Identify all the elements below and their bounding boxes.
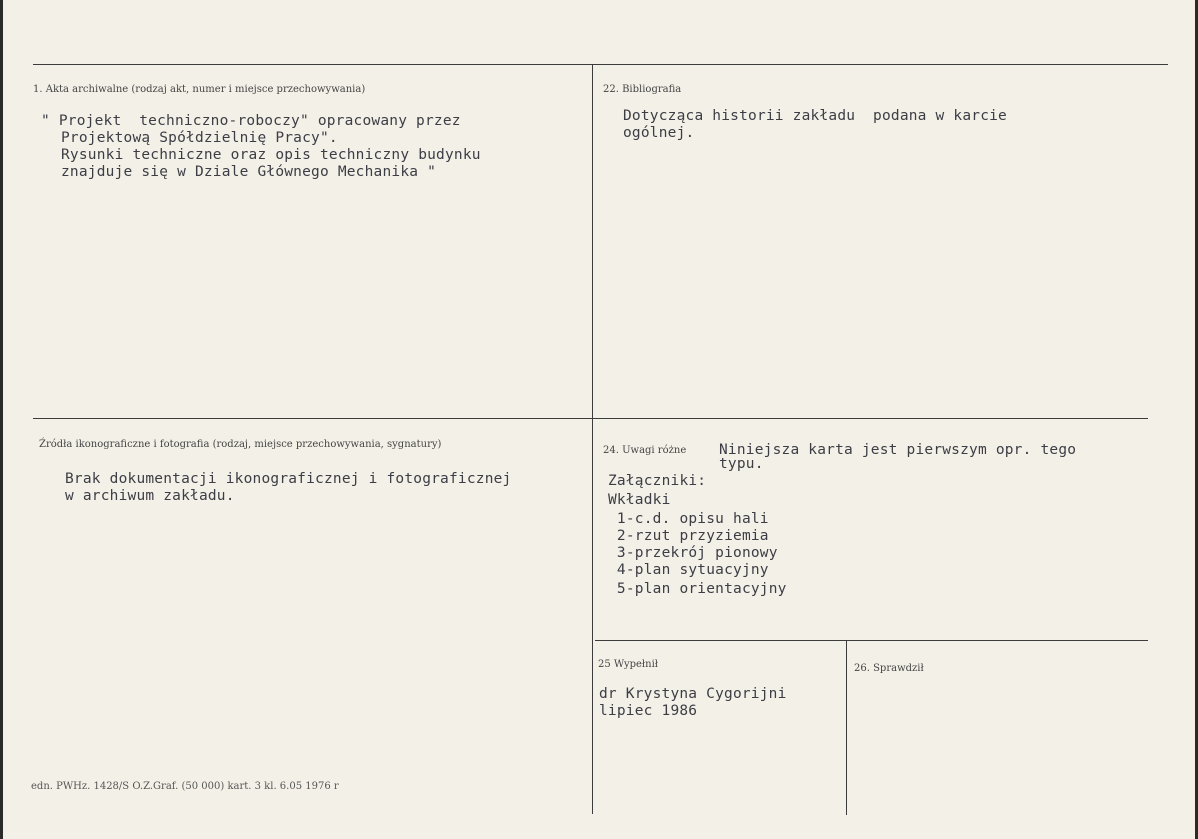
field1-text-line-1: " Projekt techniczno-roboczy" opracowany przez <box>41 113 461 129</box>
top-rule <box>33 64 1168 65</box>
field1-text-line-3: Rysunki techniczne oraz opis techniczny budynku <box>61 147 481 163</box>
iconography-text-line-1: Brak dokumentacji ikonograficznej i fotograficznej <box>65 471 512 487</box>
print-imprint: edn. PWHz. 1428/S O.Z.Graf. (50 000) kart. 3 kl. 6.05 1976 r <box>31 781 339 792</box>
field22-label: 22. Bibliografia <box>603 84 682 95</box>
field1-label: 1. Akta archiwalne (rodzaj akt, numer i miejsce przechowywania) <box>33 84 366 95</box>
field24-label: 24. Uwagi różne <box>603 445 687 456</box>
filled-by-name: dr Krystyna Cygorijni <box>599 686 787 702</box>
attachments-heading: Załączniki: <box>608 473 707 489</box>
signature-divider <box>846 640 847 815</box>
insert-item-5: 5-plan orientacyjny <box>608 581 787 597</box>
field1-text-line-2: Projektową Spółdzielnię Pracy". <box>61 130 338 146</box>
inserts-heading: Wkładki <box>608 492 671 508</box>
field22-text-line-2: ogólnej. <box>623 125 695 141</box>
middle-rule <box>33 418 1148 419</box>
insert-item-2: 2-rzut przyziemia <box>608 528 769 544</box>
iconography-text-line-2: w archiwum zakładu. <box>65 488 235 504</box>
field25-label: 25 Wypełnił <box>598 659 659 670</box>
field26-label: 26. Sprawdził <box>854 663 924 674</box>
field24-first-line-2: typu. <box>719 456 764 472</box>
iconography-label: Źródła ikonograficzne i fotografia (rodzaj, miejsce przechowywania, sygnatury) <box>39 439 442 450</box>
insert-item-1: 1-c.d. opisu hali <box>608 511 769 527</box>
field24-first-line: Niniejsza karta jest pierwszym opr. tego <box>719 442 1077 458</box>
insert-item-4: 4-plan sytuacyjny <box>608 562 769 578</box>
field1-text-line-4: znajduje się w Dziale Głównego Mechanika " <box>61 164 437 180</box>
insert-item-3: 3-przekrój pionowy <box>608 545 778 561</box>
field22-text-line-1: Dotycząca historii zakładu podana w karcie <box>623 108 1007 124</box>
filled-by-date: lipiec 1986 <box>599 703 698 719</box>
signature-rule <box>595 640 1148 641</box>
center-divider <box>592 64 593 814</box>
